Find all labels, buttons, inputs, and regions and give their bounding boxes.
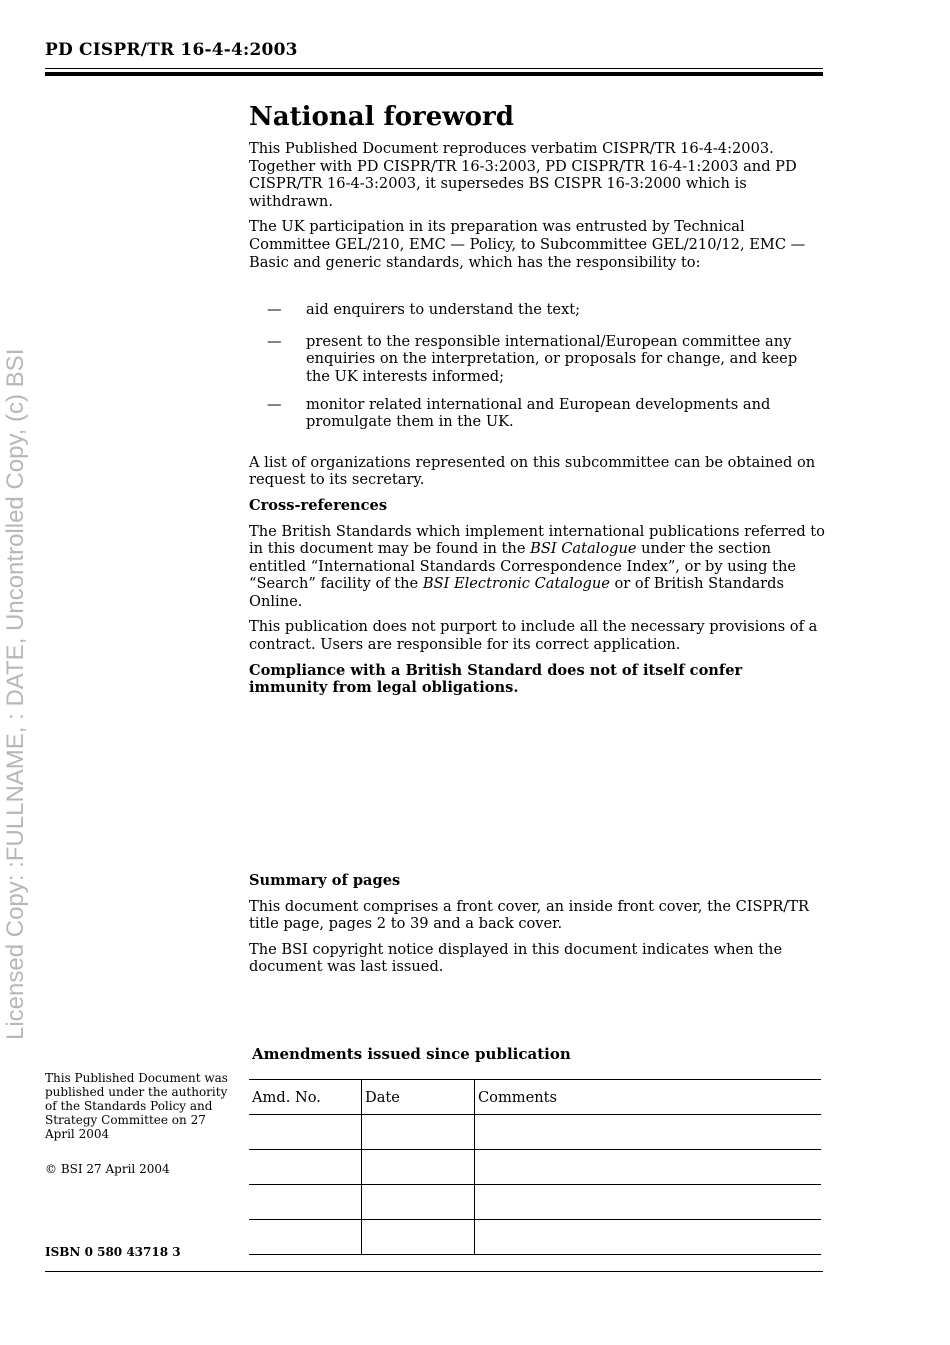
isbn-number: ISBN 0 580 43718 3 [45, 1245, 181, 1259]
foreword-paragraph-committee: The UK participation in its preparation was entrusted by Technical Committee GEL/210, EMC — Policy, to Subcommittee GEL/210/12, EMC — Basic and generic standards, which has the responsibility to: [249, 218, 806, 271]
copyright-note [45, 1162, 235, 1176]
summary-heading: Summary of pages [249, 872, 401, 889]
amendments-title: Amendments issued since publication [252, 1045, 571, 1063]
list-item-text: present to the responsible international/European committee any enquiries on the interpretation, or proposals for change, and keep the UK interests informed; [306, 332, 798, 385]
column-header-date: Date [362, 1080, 475, 1115]
amendments-table [249, 1079, 821, 1255]
isbn-note [45, 1245, 235, 1259]
bsi-copyright: © BSI 27 April 2004 [45, 1162, 170, 1176]
bsi-catalogue-title: BSI Catalogue [530, 540, 637, 558]
list-item-text: monitor related international and European developments and promulgate them in the UK. [306, 395, 771, 431]
summary-paragraph-pages: This document comprises a front cover, an inside front cover, the CISPR/TR title page, pages 2 to 39 and a back cover. [249, 897, 809, 933]
text-run: under the section entitled “International Standards Correspondence Index”, or by using the “Search” facility of the [249, 540, 797, 593]
national-foreword-section [249, 102, 825, 697]
document-id-header: PD CISPR/TR 16-4-4:2003 [45, 40, 298, 60]
table-cell [475, 1150, 822, 1185]
list-item [249, 301, 825, 319]
dash-bullet: — [267, 301, 282, 319]
text-run: The British Standards which implement international publications referred to in this document may be found in the [249, 522, 825, 558]
cross-references-paragraph [249, 523, 825, 611]
table-cell [475, 1185, 822, 1220]
summary-paragraph-copyright: The BSI copyright notice displayed in this document indicates when the document was last issued. [249, 940, 783, 976]
text-run: or of British Standards Online. [249, 575, 784, 610]
publication-authority-note [45, 1071, 235, 1141]
published-statement: This Published Document was published under the authority of the Standards Policy and Strategy Committee on 27 April 2004 [45, 1071, 228, 1141]
table-row [249, 1185, 821, 1220]
dash-bullet: — [267, 332, 282, 350]
cross-references-heading: Cross-references [249, 496, 388, 514]
list-item-text: aid enquirers to understand the text; [306, 301, 581, 319]
responsibility-list [249, 301, 825, 431]
column-header-amd-no: Amd. No. [249, 1080, 362, 1115]
foreword-paragraph-organizations: A list of organizations represented on this subcommittee can be obtained on request to its secretary. [249, 453, 816, 489]
foreword-paragraph-supersedes: This Published Document reproduces verbatim CISPR/TR 16-4-4:2003. Together with PD CISPR/TR 16-3:2003, PD CISPR/TR 16-4-1:2003 and PD CISPR/TR 16-4-3:2003, it supersedes BS CISPR 16-3:2000 which is withdrawn. [249, 140, 797, 210]
header-rule-thick [45, 72, 823, 76]
dash-bullet: — [267, 395, 282, 413]
table-cell [249, 1185, 362, 1220]
table-cell [475, 1115, 822, 1150]
list-item [249, 333, 825, 386]
foreword-title: National foreword [249, 102, 514, 132]
table-cell [249, 1220, 362, 1255]
table-cell [249, 1115, 362, 1150]
foreword-paragraph-provisions: This publication does not purport to include all the necessary provisions of a contract. Users are responsible for its correct application. [249, 618, 818, 654]
license-watermark: Licensed Copy: :FULLNAME, : DATE, Uncontrolled Copy, (c) BSI [2, 348, 29, 1040]
summary-of-pages-section [249, 872, 825, 976]
header-rule-thin [45, 68, 823, 69]
footer-rule [45, 1271, 823, 1272]
table-cell [362, 1185, 475, 1220]
table-row [249, 1115, 821, 1150]
table-cell [362, 1150, 475, 1185]
table-cell [249, 1150, 362, 1185]
column-header-comments: Comments [475, 1080, 822, 1115]
table-header-row [249, 1080, 821, 1115]
table-cell [362, 1220, 475, 1255]
bsi-electronic-catalogue-title: BSI Electronic Catalogue [422, 575, 610, 593]
compliance-statement: Compliance with a British Standard does not of itself confer immunity from legal obligations. [249, 661, 743, 697]
table-row [249, 1150, 821, 1185]
table-cell [362, 1115, 475, 1150]
table-cell [475, 1220, 822, 1255]
list-item [249, 396, 825, 431]
table-row [249, 1220, 821, 1255]
